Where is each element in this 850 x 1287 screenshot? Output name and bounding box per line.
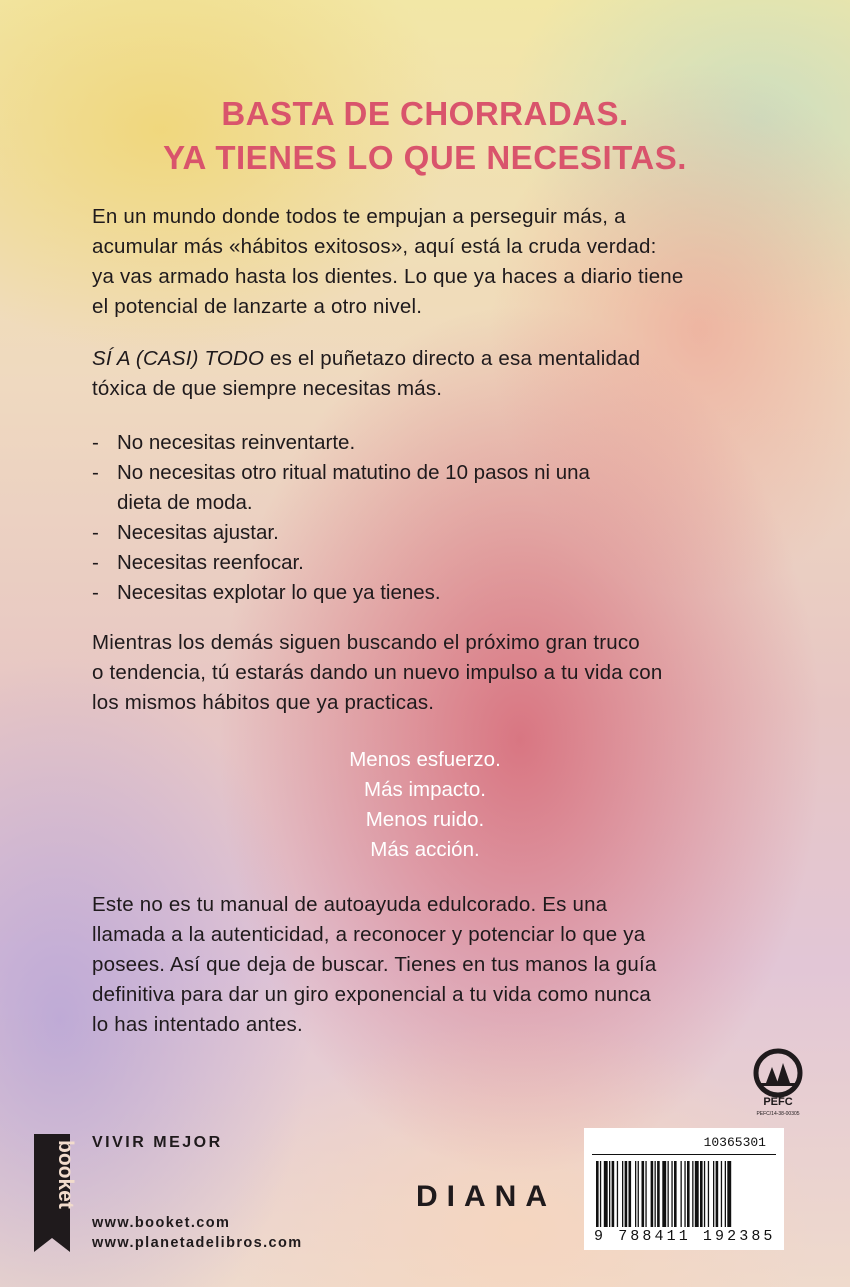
closing-line: llamada a la autenticidad, a reconocer y potenciar lo que ya <box>92 923 646 946</box>
booket-logo <box>34 1134 77 1252</box>
bullet-text: Necesitas ajustar. <box>117 521 279 544</box>
barcode-bar <box>625 1161 628 1227</box>
meanwhile-line: Mientras los demás siguen buscando el próximo gran truco <box>92 631 640 654</box>
publisher-logo: DIANA <box>416 1180 556 1213</box>
meanwhile-line: los mismos hábitos que ya practicas. <box>92 691 435 714</box>
barcode-bar <box>596 1161 599 1227</box>
pefc-logo <box>750 1047 806 1119</box>
statement-paragraph <box>92 344 792 404</box>
booket-logo-text: booket <box>54 1140 77 1209</box>
intro-line: En un mundo donde todos te empujan a perseguir más, a <box>92 205 626 228</box>
headline-line-2: YA TIENES LO QUE NECESITAS. <box>163 139 687 176</box>
intro-line: ya vas armado hasta los dientes. Lo que ya haces a diario tiene <box>92 265 684 288</box>
barcode-bar <box>662 1161 666 1227</box>
barcode-bar <box>612 1161 615 1227</box>
list-item <box>92 518 792 548</box>
statement-line-2: tóxica de que siempre necesitas más. <box>92 377 443 400</box>
barcode-bar <box>655 1161 656 1227</box>
barcode-bar <box>668 1161 669 1227</box>
collection-label: VIVIR MEJOR <box>92 1134 223 1151</box>
bullet-list <box>92 428 792 608</box>
meanwhile-paragraph <box>92 628 792 718</box>
book-title: SÍ A (CASI) TODO <box>92 347 265 370</box>
pefc-icon <box>750 1047 806 1119</box>
pefc-code: PEFC/14-38-00305 <box>756 1111 800 1117</box>
barcode-bars <box>596 1161 772 1227</box>
list-item <box>92 458 792 518</box>
barcode-bar <box>629 1161 632 1227</box>
booket-url[interactable]: www.booket.com <box>92 1215 231 1231</box>
statement-line-1 <box>92 344 792 374</box>
closing-line: Este no es tu manual de autoayuda edulcorado. Es una <box>92 893 608 916</box>
barcode-bar <box>617 1161 618 1227</box>
bullet-dash: - <box>92 461 99 484</box>
barcode-bar <box>600 1161 601 1227</box>
mantra-line: Menos esfuerzo. <box>349 748 501 771</box>
barcode-bar <box>657 1161 660 1227</box>
barcode-bar <box>609 1161 610 1227</box>
bullet-dash: - <box>92 521 99 544</box>
barcode <box>584 1128 784 1250</box>
barcode-bar <box>635 1161 636 1227</box>
bullet-dash: - <box>92 431 99 454</box>
barcode-bar <box>713 1161 714 1227</box>
barcode-bar <box>684 1161 685 1227</box>
barcode-bar <box>642 1161 645 1227</box>
bullet-text: Necesitas reenfocar. <box>117 551 304 574</box>
barcode-bar <box>704 1161 705 1227</box>
barcode-bar <box>645 1161 646 1227</box>
mantra-line: Menos ruido. <box>365 808 485 831</box>
barcode-bar <box>638 1161 639 1227</box>
closing-paragraph <box>92 890 792 1040</box>
statement-line-1-rest: es el puñetazo directo a esa mentalidad <box>264 347 641 370</box>
mantra-line: Más impacto. <box>364 778 486 801</box>
barcode-bar <box>716 1161 719 1227</box>
barcode-bar <box>681 1161 682 1227</box>
barcode-bar <box>651 1161 654 1227</box>
barcode-divider <box>592 1154 776 1155</box>
closing-line: posees. Así que deja de buscar. Tienes en tus manos la guía <box>92 953 657 976</box>
barcode-bar <box>708 1161 709 1227</box>
bullet-text: dieta de moda. <box>117 491 253 514</box>
headline <box>0 92 850 180</box>
bullet-text: Necesitas explotar lo que ya tienes. <box>117 581 441 604</box>
list-item <box>92 578 792 608</box>
planeta-url[interactable]: www.planetadelibros.com <box>92 1235 303 1251</box>
barcode-bar <box>671 1161 672 1227</box>
intro-line: el potencial de lanzarte a otro nivel. <box>92 295 423 318</box>
bullet-dash: - <box>92 551 99 574</box>
bullet-text: No necesitas otro ritual matutino de 10 pasos ni una <box>117 461 590 484</box>
intro-line: acumular más «hábitos exitosos», aquí está la cruda verdad: <box>92 235 657 258</box>
barcode-bar <box>725 1161 726 1227</box>
barcode-bar <box>700 1161 703 1227</box>
barcode-ref-number: 10365301 <box>703 1135 766 1150</box>
closing-line: definitiva para dar un giro exponencial a tu vida como nunca <box>92 983 652 1006</box>
barcode-bar <box>692 1161 693 1227</box>
mantra <box>0 745 850 865</box>
list-item <box>92 548 792 578</box>
meanwhile-line: o tendencia, tú estarás dando un nuevo impulso a tu vida con <box>92 661 663 684</box>
barcode-bar <box>721 1161 722 1227</box>
barcode-bar <box>687 1161 690 1227</box>
mantra-line: Más acción. <box>370 838 480 861</box>
isbn-digits: 9 788411 192385 <box>594 1228 776 1245</box>
urls <box>92 1213 303 1253</box>
barcode-bar <box>727 1161 731 1227</box>
intro-paragraph <box>92 202 792 322</box>
list-item <box>92 428 792 458</box>
barcode-bar <box>674 1161 677 1227</box>
barcode-bar <box>622 1161 623 1227</box>
pefc-label: PEFC <box>763 1096 793 1108</box>
barcode-bar <box>604 1161 608 1227</box>
barcode-bar <box>695 1161 699 1227</box>
bullet-text: No necesitas reinventarte. <box>117 431 356 454</box>
closing-line: lo has intentado antes. <box>92 1013 303 1036</box>
headline-line-1: BASTA DE CHORRADAS. <box>221 95 629 132</box>
bullet-dash: - <box>92 581 99 604</box>
